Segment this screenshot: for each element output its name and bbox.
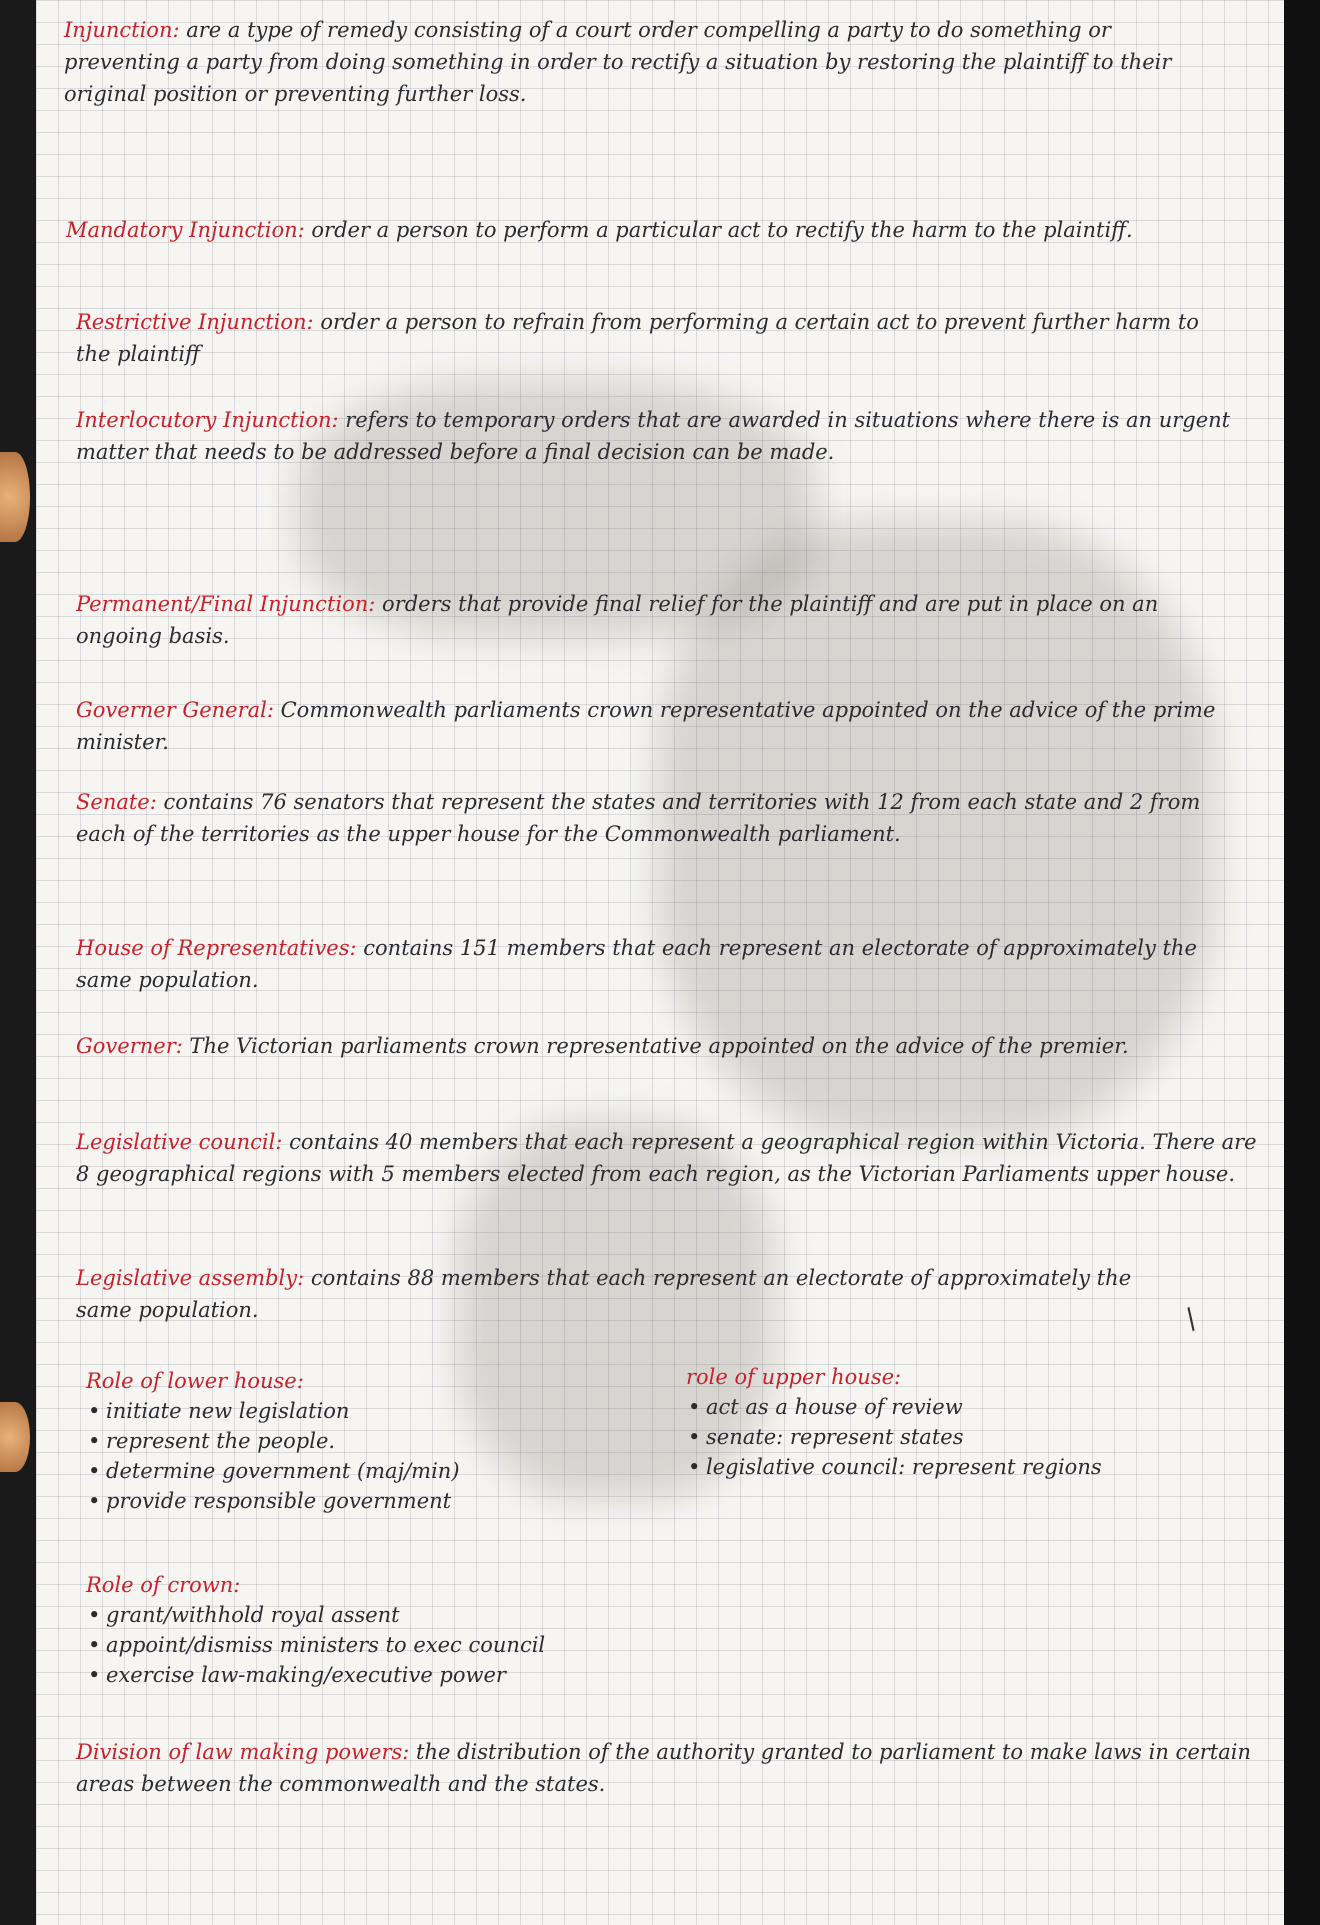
dark-edge bbox=[1284, 0, 1320, 1925]
entry-house-of-representatives bbox=[76, 932, 1226, 996]
term: Permanent/Final Injunction: bbox=[76, 592, 376, 616]
entry-governor-general bbox=[76, 694, 1256, 758]
list-item: • act as a house of review bbox=[706, 1392, 1266, 1422]
definition: The Victorian parliaments crown representative appointed on the advice of the premier. bbox=[189, 1034, 1129, 1058]
entry-injunction bbox=[64, 14, 1224, 110]
definition: are a type of remedy consisting of a court order compelling a party to do something or preventing a party from doing something in order to rectify a situation by restoring the plaintiff to their original position or preventing further loss. bbox=[64, 18, 1172, 106]
definition: refers to temporary orders that are awarded in situations where there is an urgent matter that needs to be addressed before a final decision can be made. bbox=[76, 408, 1231, 464]
term: Senate: bbox=[76, 790, 157, 814]
definition: contains 40 members that each represent a geographical region within Victoria. There are 8 geographical regions with 5 members elected from each region, as the Victorian Parliaments upper house. bbox=[76, 1130, 1257, 1186]
term: Legislative council: bbox=[76, 1130, 283, 1154]
definition: Commonwealth parliaments crown representative appointed on the advice of the prime minister. bbox=[76, 698, 1216, 754]
term: House of Representatives: bbox=[76, 936, 357, 960]
definition: contains 151 members that each represent an electorate of approximately the same population. bbox=[76, 936, 1197, 992]
term: Legislative assembly: bbox=[76, 1266, 305, 1290]
list-item: • legislative council: represent regions bbox=[706, 1452, 1266, 1482]
list-item: • grant/withhold royal assent bbox=[106, 1600, 786, 1630]
definition: contains 76 senators that represent the states and territories with 12 from each state and 2 from each of the territories as the upper house for the Commonwealth parliament. bbox=[76, 790, 1201, 846]
tick-mark: / bbox=[1178, 1301, 1204, 1336]
term: Governer General: bbox=[76, 698, 274, 722]
term: Division of law making powers: bbox=[76, 1740, 410, 1764]
definition: the distribution of the authority granted to parliament to make laws in certain areas between the commonwealth and the states. bbox=[76, 1740, 1251, 1796]
entry-legislative-assembly bbox=[76, 1262, 1176, 1326]
entry-permanent-injunction bbox=[76, 588, 1246, 652]
list-item: • provide responsible government bbox=[106, 1486, 586, 1516]
definition: order a person to refrain from performing a certain act to prevent further harm to the plaintiff bbox=[76, 310, 1199, 366]
term: Interlocutory Injunction: bbox=[76, 408, 339, 432]
list-item: • represent the people. bbox=[106, 1426, 586, 1456]
section-title: Role of crown: bbox=[86, 1573, 241, 1597]
entry-mandatory-injunction bbox=[66, 214, 1216, 246]
list-item: • determine government (maj/min) bbox=[106, 1456, 586, 1486]
entry-senate bbox=[76, 786, 1226, 850]
list-item: • initiate new legislation bbox=[106, 1396, 586, 1426]
term: Mandatory Injunction: bbox=[66, 218, 305, 242]
upper-house-section bbox=[686, 1362, 1266, 1482]
crown-section bbox=[86, 1570, 786, 1690]
list-item: • senate: represent states bbox=[706, 1422, 1266, 1452]
term: Restrictive Injunction: bbox=[76, 310, 314, 334]
section-title: Role of lower house: bbox=[86, 1369, 304, 1393]
definition: orders that provide final relief for the plaintiff and are put in place on an ongoing basis. bbox=[76, 592, 1159, 648]
definition: order a person to perform a particular act to rectify the harm to the plaintiff. bbox=[311, 218, 1133, 242]
list-item: • exercise law-making/executive power bbox=[106, 1660, 786, 1690]
term: Injunction: bbox=[64, 18, 180, 42]
lower-house-section bbox=[86, 1366, 586, 1516]
term: Governer: bbox=[76, 1034, 183, 1058]
entry-division-of-powers bbox=[76, 1736, 1266, 1800]
entry-interlocutory-injunction bbox=[76, 404, 1236, 468]
list-item: • appoint/dismiss ministers to exec council bbox=[106, 1630, 786, 1660]
finger bbox=[0, 452, 30, 542]
notebook-page bbox=[36, 0, 1284, 1925]
finger bbox=[0, 1402, 30, 1472]
entry-governor bbox=[76, 1030, 1226, 1062]
section-title: role of upper house: bbox=[686, 1365, 902, 1389]
entry-restrictive-injunction bbox=[76, 306, 1216, 370]
definition: contains 88 members that each represent an electorate of approximately the same population. bbox=[76, 1266, 1132, 1322]
entry-legislative-council bbox=[76, 1126, 1266, 1190]
